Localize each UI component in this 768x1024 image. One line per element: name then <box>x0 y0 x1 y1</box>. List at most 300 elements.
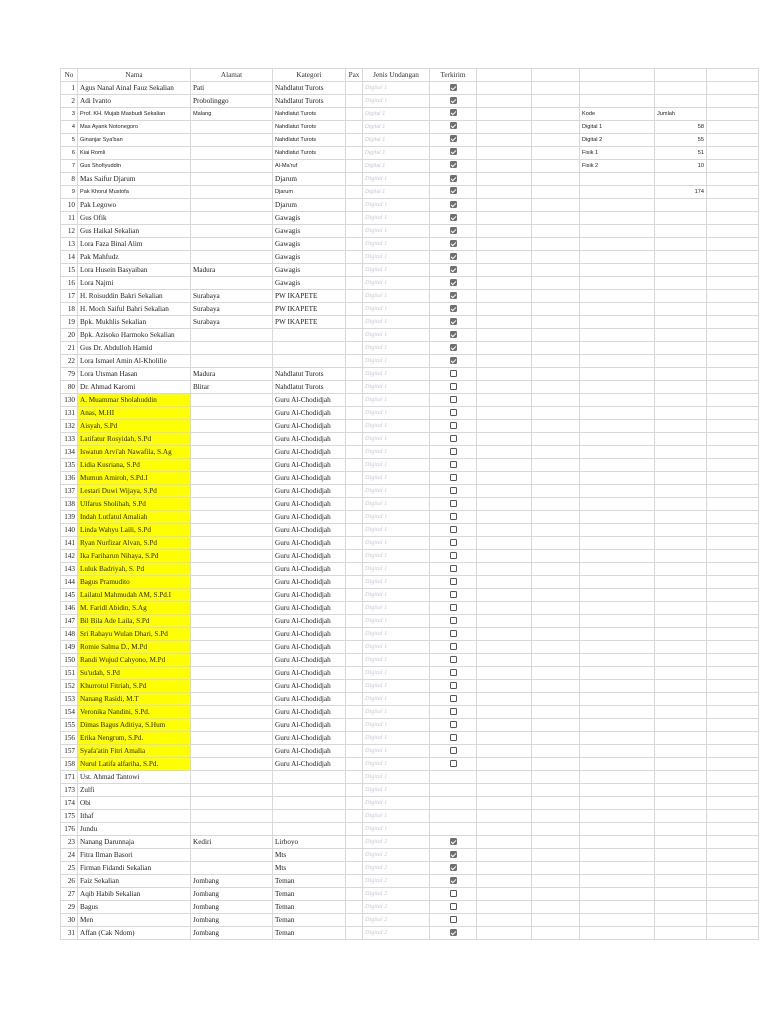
empty-cell[interactable] <box>477 108 532 121</box>
empty-cell[interactable] <box>532 251 580 264</box>
empty-cell[interactable] <box>580 914 655 927</box>
cell-terkirim[interactable] <box>430 264 477 277</box>
empty-cell[interactable] <box>477 615 532 628</box>
checkbox-checked[interactable] <box>450 214 457 221</box>
cell-pax[interactable] <box>346 134 363 147</box>
summary-jumlah[interactable]: 10 <box>655 160 707 173</box>
summary-jumlah[interactable]: 51 <box>655 147 707 160</box>
cell-kategori[interactable]: Guru Al-Chodidjah <box>273 745 346 758</box>
cell-no[interactable]: 7 <box>61 160 78 173</box>
empty-cell[interactable] <box>707 212 759 225</box>
cell-nama[interactable]: Iswatun Arvi'ah Nawafila, S.Ag <box>78 446 191 459</box>
checkbox-unchecked[interactable] <box>450 539 457 546</box>
cell-terkirim[interactable] <box>430 147 477 160</box>
cell-kategori[interactable]: Guru Al-Chodidjah <box>273 498 346 511</box>
cell-kategori[interactable]: Teman <box>273 888 346 901</box>
empty-cell[interactable] <box>532 381 580 394</box>
empty-cell[interactable] <box>580 368 655 381</box>
cell-jenis-undangan[interactable]: Digital 1 <box>363 485 430 498</box>
checkbox-checked[interactable] <box>450 175 457 182</box>
cell-alamat[interactable] <box>191 602 273 615</box>
cell-terkirim[interactable] <box>430 576 477 589</box>
empty-cell[interactable] <box>655 901 707 914</box>
empty-cell[interactable] <box>707 459 759 472</box>
empty-cell[interactable] <box>655 446 707 459</box>
cell-alamat[interactable]: Jombang <box>191 914 273 927</box>
checkbox-unchecked[interactable] <box>450 604 457 611</box>
cell-nama[interactable]: Ust. Ahmad Tantowi <box>78 771 191 784</box>
summary-kode[interactable]: Digital 2 <box>580 134 655 147</box>
cell-no[interactable]: 173 <box>61 784 78 797</box>
cell-no[interactable]: 155 <box>61 719 78 732</box>
empty-cell[interactable] <box>477 875 532 888</box>
cell-terkirim[interactable] <box>430 407 477 420</box>
empty-cell[interactable] <box>532 147 580 160</box>
empty-cell[interactable] <box>477 563 532 576</box>
empty-cell[interactable] <box>532 667 580 680</box>
cell-kategori[interactable]: Guru Al-Chodidjah <box>273 446 346 459</box>
cell-jenis-undangan[interactable]: Digital 1 <box>363 615 430 628</box>
empty-cell[interactable] <box>655 485 707 498</box>
checkbox-unchecked[interactable] <box>450 760 457 767</box>
empty-cell[interactable] <box>707 654 759 667</box>
empty-cell[interactable] <box>532 602 580 615</box>
cell-alamat[interactable] <box>191 589 273 602</box>
cell-pax[interactable] <box>346 602 363 615</box>
cell-pax[interactable] <box>346 745 363 758</box>
cell-nama[interactable]: Veronika Nandini, S.Pd. <box>78 706 191 719</box>
cell-jenis-undangan[interactable]: Digital 1 <box>363 589 430 602</box>
checkbox-unchecked[interactable] <box>450 435 457 442</box>
checkbox-unchecked[interactable] <box>450 617 457 624</box>
cell-no[interactable]: 175 <box>61 810 78 823</box>
cell-no[interactable]: 22 <box>61 355 78 368</box>
cell-nama[interactable]: Ika Fariharun Nihaya, S.Pd <box>78 550 191 563</box>
cell-pax[interactable] <box>346 368 363 381</box>
empty-cell[interactable] <box>477 342 532 355</box>
empty-cell[interactable] <box>707 225 759 238</box>
empty-cell[interactable] <box>707 537 759 550</box>
empty-cell[interactable] <box>477 550 532 563</box>
empty-cell[interactable] <box>707 797 759 810</box>
empty-cell[interactable] <box>532 654 580 667</box>
empty-cell[interactable] <box>477 303 532 316</box>
cell-terkirim[interactable] <box>430 446 477 459</box>
cell-no[interactable]: 10 <box>61 199 78 212</box>
empty-cell[interactable] <box>477 459 532 472</box>
cell-kategori[interactable]: Guru Al-Chodidjah <box>273 667 346 680</box>
cell-nama[interactable]: H. Moch Saiful Bahri Sekalian <box>78 303 191 316</box>
empty-cell[interactable] <box>532 719 580 732</box>
empty-cell[interactable] <box>580 355 655 368</box>
cell-alamat[interactable]: Surabaya <box>191 290 273 303</box>
cell-no[interactable]: 146 <box>61 602 78 615</box>
empty-cell[interactable] <box>532 394 580 407</box>
empty-cell[interactable] <box>707 732 759 745</box>
empty-cell[interactable] <box>477 199 532 212</box>
empty-cell[interactable] <box>655 69 707 82</box>
empty-cell[interactable] <box>532 121 580 134</box>
cell-no[interactable]: 133 <box>61 433 78 446</box>
empty-cell[interactable] <box>655 719 707 732</box>
empty-cell[interactable] <box>477 277 532 290</box>
cell-alamat[interactable] <box>191 550 273 563</box>
empty-cell[interactable] <box>580 342 655 355</box>
cell-terkirim[interactable] <box>430 901 477 914</box>
empty-cell[interactable] <box>477 498 532 511</box>
cell-alamat[interactable]: Probolinggo <box>191 95 273 108</box>
empty-cell[interactable] <box>477 290 532 303</box>
cell-no[interactable]: 6 <box>61 147 78 160</box>
empty-cell[interactable] <box>655 745 707 758</box>
cell-jenis-undangan[interactable]: Digital 2 <box>363 875 430 888</box>
empty-cell[interactable] <box>532 173 580 186</box>
empty-cell[interactable] <box>477 69 532 82</box>
summary-jumlah[interactable]: 58 <box>655 121 707 134</box>
cell-jenis-undangan[interactable]: Digital 1 <box>363 407 430 420</box>
cell-terkirim[interactable] <box>430 95 477 108</box>
empty-cell[interactable] <box>655 290 707 303</box>
empty-cell[interactable] <box>532 186 580 199</box>
cell-pax[interactable] <box>346 381 363 394</box>
cell-jenis-undangan[interactable]: Digital 1 <box>363 277 430 290</box>
cell-nama[interactable]: H. Roisuddin Bakri Sekalian <box>78 290 191 303</box>
cell-jenis-undangan[interactable]: Digital 1 <box>363 264 430 277</box>
header-kategori[interactable]: Kategori <box>273 69 346 82</box>
cell-no[interactable]: 27 <box>61 888 78 901</box>
empty-cell[interactable] <box>707 771 759 784</box>
summary-header-kode[interactable]: Kode <box>580 108 655 121</box>
header-terkirim[interactable]: Terkirim <box>430 69 477 82</box>
checkbox-checked[interactable] <box>450 161 457 168</box>
cell-no[interactable]: 152 <box>61 680 78 693</box>
checkbox-unchecked[interactable] <box>450 461 457 468</box>
summary-kode[interactable]: Fisik 1 <box>580 147 655 160</box>
empty-cell[interactable] <box>477 537 532 550</box>
cell-pax[interactable] <box>346 329 363 342</box>
cell-no[interactable]: 80 <box>61 381 78 394</box>
empty-cell[interactable] <box>707 602 759 615</box>
empty-cell[interactable] <box>707 745 759 758</box>
cell-nama[interactable]: Men <box>78 914 191 927</box>
cell-no[interactable]: 24 <box>61 849 78 862</box>
empty-cell[interactable] <box>580 667 655 680</box>
empty-cell[interactable] <box>580 693 655 706</box>
cell-terkirim[interactable] <box>430 199 477 212</box>
cell-jenis-undangan[interactable]: Digital 1 <box>363 563 430 576</box>
cell-terkirim[interactable] <box>430 303 477 316</box>
checkbox-checked[interactable] <box>450 331 457 338</box>
empty-cell[interactable] <box>707 277 759 290</box>
cell-alamat[interactable]: Surabaya <box>191 303 273 316</box>
empty-cell[interactable] <box>580 407 655 420</box>
empty-cell[interactable] <box>655 732 707 745</box>
cell-kategori[interactable]: Guru Al-Chodidjah <box>273 563 346 576</box>
cell-pax[interactable] <box>346 303 363 316</box>
cell-pax[interactable] <box>346 82 363 95</box>
cell-kategori[interactable]: Mts <box>273 862 346 875</box>
cell-no[interactable]: 154 <box>61 706 78 719</box>
cell-jenis-undangan[interactable]: Digital 1 <box>363 628 430 641</box>
cell-jenis-undangan[interactable]: Digital 1 <box>363 550 430 563</box>
checkbox-unchecked[interactable] <box>450 916 457 923</box>
cell-alamat[interactable] <box>191 771 273 784</box>
cell-nama[interactable]: Gus Ofik <box>78 212 191 225</box>
cell-pax[interactable] <box>346 251 363 264</box>
cell-terkirim[interactable] <box>430 498 477 511</box>
cell-kategori[interactable]: Djarum <box>273 199 346 212</box>
cell-alamat[interactable]: Madura <box>191 368 273 381</box>
cell-jenis-undangan[interactable]: Digital 1 <box>363 810 430 823</box>
empty-cell[interactable] <box>707 134 759 147</box>
empty-cell[interactable] <box>707 784 759 797</box>
cell-no[interactable]: 148 <box>61 628 78 641</box>
empty-cell[interactable] <box>655 602 707 615</box>
checkbox-unchecked[interactable] <box>450 474 457 481</box>
cell-jenis-undangan[interactable]: Digital 1 <box>363 368 430 381</box>
empty-cell[interactable] <box>532 875 580 888</box>
cell-nama[interactable]: Lora Utsman Hasan <box>78 368 191 381</box>
empty-cell[interactable] <box>477 680 532 693</box>
cell-terkirim[interactable] <box>430 615 477 628</box>
empty-cell[interactable] <box>532 537 580 550</box>
cell-kategori[interactable]: Guru Al-Chodidjah <box>273 628 346 641</box>
cell-terkirim[interactable] <box>430 862 477 875</box>
empty-cell[interactable] <box>655 628 707 641</box>
empty-cell[interactable] <box>707 524 759 537</box>
checkbox-unchecked[interactable] <box>450 708 457 715</box>
cell-pax[interactable] <box>346 95 363 108</box>
cell-terkirim[interactable] <box>430 472 477 485</box>
cell-no[interactable]: 147 <box>61 615 78 628</box>
cell-alamat[interactable] <box>191 173 273 186</box>
cell-pax[interactable] <box>346 225 363 238</box>
empty-cell[interactable] <box>580 186 655 199</box>
empty-cell[interactable] <box>532 420 580 433</box>
checkbox-checked[interactable] <box>450 122 457 129</box>
empty-cell[interactable] <box>707 563 759 576</box>
empty-cell[interactable] <box>655 420 707 433</box>
cell-pax[interactable] <box>346 615 363 628</box>
empty-cell[interactable] <box>707 290 759 303</box>
empty-cell[interactable] <box>580 225 655 238</box>
empty-cell[interactable] <box>532 82 580 95</box>
empty-cell[interactable] <box>477 394 532 407</box>
cell-kategori[interactable]: Guru Al-Chodidjah <box>273 758 346 771</box>
cell-terkirim[interactable] <box>430 225 477 238</box>
summary-total[interactable]: 174 <box>655 186 707 199</box>
empty-cell[interactable] <box>477 316 532 329</box>
cell-kategori[interactable]: Guru Al-Chodidjah <box>273 602 346 615</box>
cell-nama[interactable]: Bagus <box>78 901 191 914</box>
empty-cell[interactable] <box>655 394 707 407</box>
empty-cell[interactable] <box>707 108 759 121</box>
cell-no[interactable]: 20 <box>61 329 78 342</box>
empty-cell[interactable] <box>655 329 707 342</box>
cell-pax[interactable] <box>346 173 363 186</box>
empty-cell[interactable] <box>477 654 532 667</box>
cell-kategori[interactable]: Gawagis <box>273 225 346 238</box>
cell-pax[interactable] <box>346 576 363 589</box>
cell-nama[interactable]: Aisyah, S.Pd <box>78 420 191 433</box>
empty-cell[interactable] <box>532 225 580 238</box>
cell-pax[interactable] <box>346 849 363 862</box>
empty-cell[interactable] <box>532 706 580 719</box>
cell-jenis-undangan[interactable]: Digital 1 <box>363 719 430 732</box>
cell-kategori[interactable]: Guru Al-Chodidjah <box>273 511 346 524</box>
empty-cell[interactable] <box>655 355 707 368</box>
checkbox-checked[interactable] <box>450 838 457 845</box>
cell-terkirim[interactable] <box>430 888 477 901</box>
empty-cell[interactable] <box>532 108 580 121</box>
cell-no[interactable]: 18 <box>61 303 78 316</box>
header-nama[interactable]: Nama <box>78 69 191 82</box>
cell-nama[interactable]: Mumun Amiroh, S.Pd.I <box>78 472 191 485</box>
cell-kategori[interactable]: Gawagis <box>273 277 346 290</box>
cell-nama[interactable]: Jundu <box>78 823 191 836</box>
cell-no[interactable]: 157 <box>61 745 78 758</box>
cell-pax[interactable] <box>346 927 363 940</box>
cell-terkirim[interactable] <box>430 823 477 836</box>
cell-pax[interactable] <box>346 511 363 524</box>
empty-cell[interactable] <box>532 368 580 381</box>
empty-cell[interactable] <box>655 550 707 563</box>
cell-kategori[interactable]: Guru Al-Chodidjah <box>273 654 346 667</box>
empty-cell[interactable] <box>655 849 707 862</box>
cell-kategori[interactable]: Guru Al-Chodidjah <box>273 589 346 602</box>
empty-cell[interactable] <box>655 758 707 771</box>
cell-jenis-undangan[interactable]: Digital 1 <box>363 160 430 173</box>
cell-nama[interactable]: Aqib Habib Sekalian <box>78 888 191 901</box>
checkbox-unchecked[interactable] <box>450 487 457 494</box>
cell-pax[interactable] <box>346 550 363 563</box>
cell-nama[interactable]: Dimas Bagus Aditiya, S.Hum <box>78 719 191 732</box>
empty-cell[interactable] <box>655 498 707 511</box>
cell-no[interactable]: 144 <box>61 576 78 589</box>
cell-terkirim[interactable] <box>430 875 477 888</box>
empty-cell[interactable] <box>477 433 532 446</box>
empty-cell[interactable] <box>477 173 532 186</box>
empty-cell[interactable] <box>707 706 759 719</box>
empty-cell[interactable] <box>707 628 759 641</box>
cell-kategori[interactable]: Guru Al-Chodidjah <box>273 433 346 446</box>
cell-no[interactable]: 176 <box>61 823 78 836</box>
cell-jenis-undangan[interactable]: Digital 1 <box>363 329 430 342</box>
cell-nama[interactable]: Lidia Kusriana, S.Pd <box>78 459 191 472</box>
cell-nama[interactable]: Indah Lutfatul Amaliah <box>78 511 191 524</box>
empty-cell[interactable] <box>707 446 759 459</box>
cell-kategori[interactable]: PW IKAPETE <box>273 303 346 316</box>
cell-alamat[interactable] <box>191 329 273 342</box>
cell-nama[interactable]: Lora Najmi <box>78 277 191 290</box>
cell-jenis-undangan[interactable]: Digital 1 <box>363 446 430 459</box>
empty-cell[interactable] <box>655 589 707 602</box>
empty-cell[interactable] <box>707 511 759 524</box>
cell-pax[interactable] <box>346 797 363 810</box>
cell-alamat[interactable] <box>191 472 273 485</box>
empty-cell[interactable] <box>532 550 580 563</box>
cell-jenis-undangan[interactable]: Digital 1 <box>363 238 430 251</box>
empty-cell[interactable] <box>655 537 707 550</box>
empty-cell[interactable] <box>477 758 532 771</box>
checkbox-unchecked[interactable] <box>450 591 457 598</box>
empty-cell[interactable] <box>477 511 532 524</box>
cell-alamat[interactable]: Jombang <box>191 901 273 914</box>
cell-terkirim[interactable] <box>430 82 477 95</box>
empty-cell[interactable] <box>707 875 759 888</box>
empty-cell[interactable] <box>477 706 532 719</box>
empty-cell[interactable] <box>655 82 707 95</box>
cell-kategori[interactable] <box>273 329 346 342</box>
cell-terkirim[interactable] <box>430 316 477 329</box>
cell-terkirim[interactable] <box>430 797 477 810</box>
cell-jenis-undangan[interactable]: Digital 1 <box>363 121 430 134</box>
cell-kategori[interactable]: Teman <box>273 927 346 940</box>
checkbox-unchecked[interactable] <box>450 500 457 507</box>
cell-terkirim[interactable] <box>430 381 477 394</box>
cell-nama[interactable]: Lora Husein Basyaiban <box>78 264 191 277</box>
empty-cell[interactable] <box>580 251 655 264</box>
cell-terkirim[interactable] <box>430 121 477 134</box>
cell-terkirim[interactable] <box>430 745 477 758</box>
cell-jenis-undangan[interactable]: Digital 1 <box>363 732 430 745</box>
cell-terkirim[interactable] <box>430 589 477 602</box>
cell-alamat[interactable] <box>191 485 273 498</box>
cell-alamat[interactable] <box>191 784 273 797</box>
cell-pax[interactable] <box>346 264 363 277</box>
empty-cell[interactable] <box>580 212 655 225</box>
empty-cell[interactable] <box>580 394 655 407</box>
cell-pax[interactable] <box>346 199 363 212</box>
checkbox-unchecked[interactable] <box>450 669 457 676</box>
checkbox-checked[interactable] <box>450 135 457 142</box>
cell-pax[interactable] <box>346 524 363 537</box>
cell-no[interactable]: 135 <box>61 459 78 472</box>
cell-jenis-undangan[interactable]: Digital 1 <box>363 251 430 264</box>
empty-cell[interactable] <box>532 134 580 147</box>
cell-pax[interactable] <box>346 498 363 511</box>
empty-cell[interactable] <box>532 355 580 368</box>
empty-cell[interactable] <box>477 810 532 823</box>
cell-terkirim[interactable] <box>430 277 477 290</box>
empty-cell[interactable] <box>580 641 655 654</box>
cell-terkirim[interactable] <box>430 433 477 446</box>
cell-no[interactable]: 13 <box>61 238 78 251</box>
empty-cell[interactable] <box>532 160 580 173</box>
empty-cell[interactable] <box>580 901 655 914</box>
cell-no[interactable]: 137 <box>61 485 78 498</box>
cell-jenis-undangan[interactable]: Digital 1 <box>363 641 430 654</box>
cell-pax[interactable] <box>346 719 363 732</box>
cell-terkirim[interactable] <box>430 108 477 121</box>
cell-nama[interactable]: Gus Haikal Sekalian <box>78 225 191 238</box>
empty-cell[interactable] <box>532 641 580 654</box>
cell-nama[interactable]: M. Faridl Abidin, S.Ag <box>78 602 191 615</box>
empty-cell[interactable] <box>532 771 580 784</box>
cell-nama[interactable]: Lestari Duwi Wijaya, S.Pd <box>78 485 191 498</box>
cell-jenis-undangan[interactable]: Digital 1 <box>363 147 430 160</box>
empty-cell[interactable] <box>532 459 580 472</box>
cell-nama[interactable]: Mas Ayank Notonegoro <box>78 121 191 134</box>
cell-nama[interactable]: Lora Faza Binal Alim <box>78 238 191 251</box>
checkbox-checked[interactable] <box>450 929 457 936</box>
cell-no[interactable]: 12 <box>61 225 78 238</box>
empty-cell[interactable] <box>477 745 532 758</box>
cell-terkirim[interactable] <box>430 251 477 264</box>
empty-cell[interactable] <box>477 121 532 134</box>
cell-alamat[interactable] <box>191 238 273 251</box>
checkbox-unchecked[interactable] <box>450 656 457 663</box>
